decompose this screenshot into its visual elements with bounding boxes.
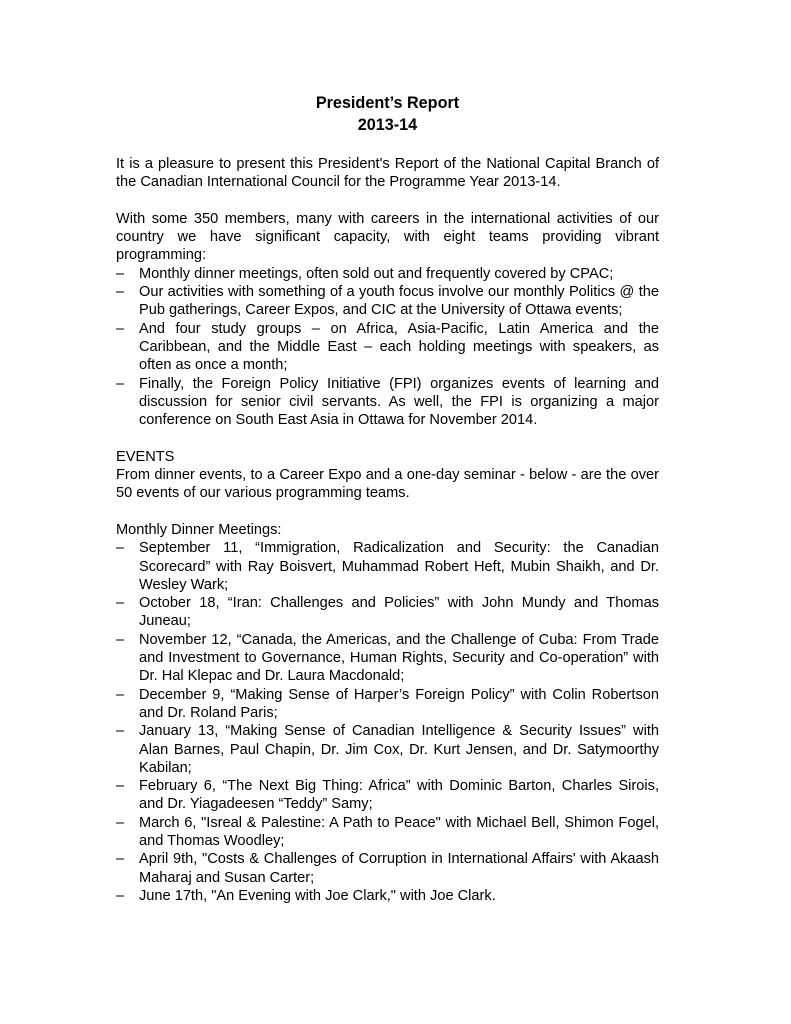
bullet-dash: – (116, 320, 125, 337)
list-item-text: February 6, “The Next Big Thing: Africa” with Dominic Barton, Charles Sirois, and Dr. Yiagadeesen “Teddy” Samy; (139, 778, 659, 813)
bullet-dash: – (116, 540, 125, 557)
list-item (116, 850, 659, 887)
list-item (116, 320, 659, 375)
list-item (116, 539, 659, 594)
list-item-text: January 13, “Making Sense of Canadian Intelligence & Security Issues” with Alan Barnes, Paul Chapin, Dr. Jim Cox, Dr. Kurt Jensen, and Dr. Satymoorthy Kabilan; (139, 723, 659, 776)
bullet-dash: – (116, 851, 125, 868)
intro-paragraph: It is a pleasure to present this President's Report of the National Capital Branch of the Canadian International Council for the Programme Year 2013-14. (116, 156, 659, 191)
list-item-text: Monthly dinner meetings, often sold out and frequently covered by CPAC; (139, 265, 614, 282)
list-item-text: November 12, “Canada, the Americas, and the Challenge of Cuba: From Trade and Investment to Governance, Human Rights, Security and Co-operation” with Dr. Hal Klepac and Dr. Laura Macdonald; (139, 631, 659, 685)
bullet-dash: – (116, 723, 125, 740)
list-item-text: March 6, "Isreal & Palestine: A Path to Peace" with Michael Bell, Shimon Fogel, and Thomas Woodley; (139, 814, 659, 849)
bullet-dash: – (116, 375, 125, 392)
list-item-text: And four study groups – on Africa, Asia-Pacific, Latin America and the Caribbean, and the Middle East – each holding meetings with speakers, as often as once a month; (139, 320, 659, 374)
report-title-block (116, 93, 659, 136)
list-item (116, 887, 659, 905)
document-page (116, 93, 659, 905)
report-year: 2013-14 (357, 115, 418, 134)
list-item-text: Our activities with something of a youth focus involve our monthly Politics @ the Pub gatherings, Career Expos, and CIC at the University of Ottawa events; (139, 284, 659, 319)
list-item-text: Finally, the Foreign Policy Initiative (FPI) organizes events of learning and discussion for senior civil servants. As well, the FPI is organizing a major conference on South East Asia in Ottawa for November 2014. (139, 375, 659, 429)
list-item (116, 686, 659, 723)
members-paragraph: With some 350 members, many with careers in the international activities of our country we have significant capacity, with eight teams providing vibrant programming: (116, 210, 659, 264)
dinner-list (116, 539, 659, 905)
bullet-dash: – (116, 595, 125, 612)
list-item (116, 631, 659, 686)
events-intro: From dinner events, to a Career Expo and a one-day seminar - below - are the over 50 events of our various programming teams. (116, 467, 659, 502)
list-item-text: April 9th, "Costs & Challenges of Corruption in International Affairs' with Akaash Maharaj and Susan Carter; (139, 851, 659, 886)
list-item-text: October 18, “Iran: Challenges and Policies” with John Mundy and Thomas Juneau; (139, 595, 659, 630)
list-item (116, 265, 659, 283)
list-item-text: June 17th, "An Evening with Joe Clark," with Joe Clark. (139, 887, 496, 904)
events-heading: EVENTS (116, 448, 175, 465)
bullet-dash: – (116, 284, 125, 301)
bullet-dash: – (116, 686, 125, 703)
bullet-dash: – (116, 631, 125, 648)
list-item (116, 814, 659, 851)
list-item-text: September 11, “Immigration, Radicalization and Security: the Canadian Scorecard” with Ray Boisvert, Muhammad Robert Heft, Mubin Shaikh, and Dr. Wesley Wark; (139, 540, 659, 593)
bullet-dash: – (116, 778, 125, 795)
list-item (116, 594, 659, 631)
list-item (116, 722, 659, 777)
list-item (116, 777, 659, 814)
bullet-dash: – (116, 265, 125, 282)
dinner-heading: Monthly Dinner Meetings: (116, 521, 282, 538)
list-item (116, 283, 659, 320)
list-item (116, 375, 659, 430)
bullet-dash: – (116, 814, 125, 831)
list-item-text: December 9, “Making Sense of Harper’s Foreign Policy” with Colin Robertson and Dr. Roland Paris; (139, 686, 659, 721)
programming-list (116, 265, 659, 430)
report-title: President’s Report (315, 94, 460, 112)
bullet-dash: – (116, 887, 125, 904)
